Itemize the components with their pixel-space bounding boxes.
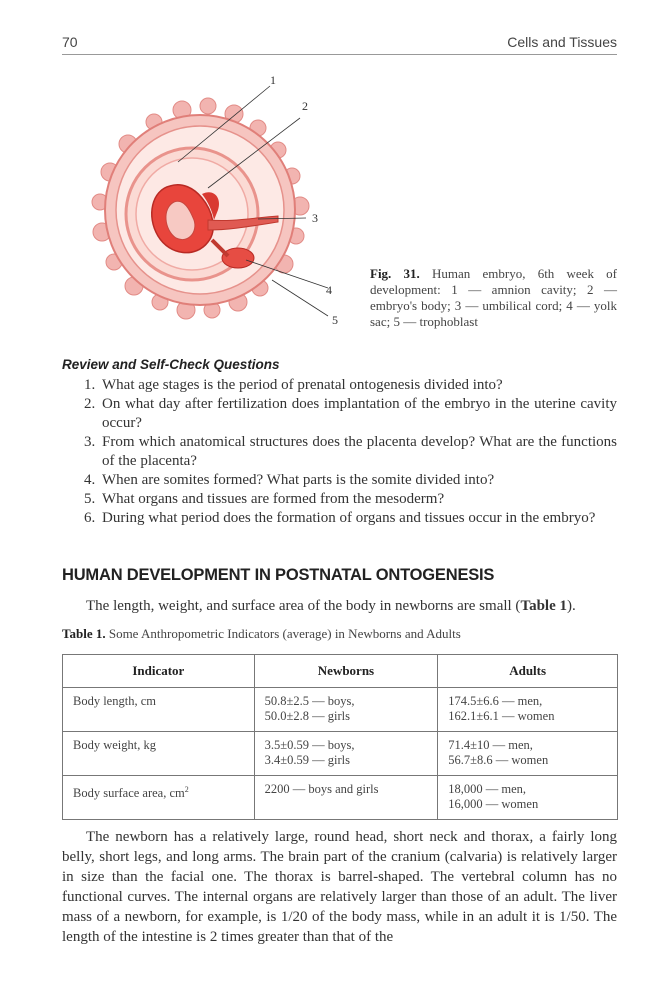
review-question-list	[84, 376, 617, 528]
embryo-figure	[62, 70, 362, 340]
adults-value: 71.4±10 — men,	[448, 738, 533, 752]
question-number: 2.	[84, 396, 96, 412]
question-number: 3.	[84, 434, 96, 450]
question-number: 5.	[84, 491, 96, 507]
review-question	[84, 395, 617, 433]
cell-newborns	[254, 776, 438, 820]
column-header-newborns: Newborns	[254, 655, 438, 688]
callout-5: 5	[332, 313, 338, 327]
column-header-indicator: Indicator	[63, 655, 255, 688]
section-heading: HUMAN DEVELOPMENT IN POSTNATAL ONTOGENESIS	[62, 566, 495, 584]
yolk-sac	[222, 248, 254, 268]
question-number: 4.	[84, 472, 96, 488]
figure-caption	[370, 266, 617, 330]
cell-adults	[438, 688, 618, 732]
table-caption-label: Table 1.	[62, 626, 106, 641]
question-text: What age stages is the period of prenatal ontogenesis divided into?	[102, 377, 503, 393]
cell-adults	[438, 732, 618, 776]
column-header-adults: Adults	[438, 655, 618, 688]
question-number: 1.	[84, 377, 96, 393]
running-title: Cells and Tissues	[507, 34, 617, 50]
indicator-text: Body surface area, cm	[73, 786, 185, 801]
review-question	[84, 509, 617, 528]
cell-indicator	[63, 776, 255, 820]
adults-value: 162.1±6.1 — women	[448, 709, 555, 723]
review-question	[84, 490, 617, 509]
table-caption	[62, 626, 461, 642]
callout-3: 3	[312, 211, 318, 225]
callout-2: 2	[302, 99, 308, 113]
review-question	[84, 471, 617, 490]
intro-paragraph	[62, 596, 617, 616]
figure-caption-label: Fig. 31.	[370, 266, 420, 281]
adults-value: 16,000 — women	[448, 797, 539, 811]
indicator-text: Body weight, kg	[73, 738, 156, 752]
table-caption-text: Some Anthropometric Indicators (average) in Newborns and Adults	[105, 626, 461, 641]
question-text: On what day after fertilization does implantation of the embryo in the uterine cavity occur?	[102, 396, 617, 431]
table-reference: Table 1	[520, 598, 567, 614]
callout-4: 4	[326, 283, 332, 297]
body-paragraph: The newborn has a relatively large, round head, short neck and thorax, a fairly long belly, short legs, and long arms. The brain part of the cranium (calvaria) is relatively larger in size than the facial one. The thorax is barrel-shaped. The vertebral column has no functional curves. The internal organs are relatively larger than those of an adult. The liver mass of a newborn, for example, is 1/20 of the body mass, while in an adult it is 1/50. The length of the intestine is 2 times greater than that of the	[62, 829, 617, 945]
anthropometric-table	[62, 654, 618, 820]
callout-1: 1	[270, 73, 276, 87]
question-number: 6.	[84, 510, 96, 526]
question-text: When are somites formed? What parts is the somite divided into?	[102, 472, 495, 488]
newborns-value: 50.0±2.8 — girls	[264, 709, 350, 723]
review-question	[84, 433, 617, 471]
cell-indicator	[63, 688, 255, 732]
page-number: 70	[62, 34, 78, 50]
cell-newborns	[254, 688, 438, 732]
table-header-row	[63, 655, 618, 688]
cell-adults	[438, 776, 618, 820]
table-row	[63, 688, 618, 732]
question-text: During what period does the formation of organs and tissues occur in the embryo?	[102, 510, 596, 526]
question-text: From which anatomical structures does the placenta develop? What are the functions of the placenta?	[102, 434, 617, 469]
unit-superscript: 2	[184, 785, 189, 794]
cell-indicator	[63, 732, 255, 776]
intro-text: The length, weight, and surface area of the body in newborns are small (	[86, 598, 521, 614]
intro-end: ).	[566, 598, 576, 614]
adults-value: 56.7±8.6 — women	[448, 753, 549, 767]
review-question	[84, 376, 617, 395]
review-title: Review and Self-Check Questions	[62, 357, 280, 372]
table-row	[63, 732, 618, 776]
indicator-text: Body length, cm	[73, 694, 156, 708]
newborns-value: 3.4±0.59 — girls	[264, 753, 350, 767]
figure-caption-text: Human embryo, 6th week of development: 1 — amnion cavity; 2 — embryo's body; 3 — umbilical cord; 4 — yolk sac; 5 — trophoblast	[370, 266, 618, 329]
adults-value: 18,000 — men,	[448, 782, 527, 796]
adults-value: 174.5±6.6 — men,	[448, 694, 543, 708]
newborns-value: 50.8±2.5 — boys,	[264, 694, 355, 708]
newborns-value: 2200 — boys and girls	[264, 782, 379, 796]
cell-newborns	[254, 732, 438, 776]
newborns-value: 3.5±0.59 — boys,	[264, 738, 355, 752]
page-header	[62, 34, 617, 55]
embryo-illustration	[62, 70, 362, 340]
table-row	[63, 776, 618, 820]
question-text: What organs and tissues are formed from the mesoderm?	[102, 491, 445, 507]
